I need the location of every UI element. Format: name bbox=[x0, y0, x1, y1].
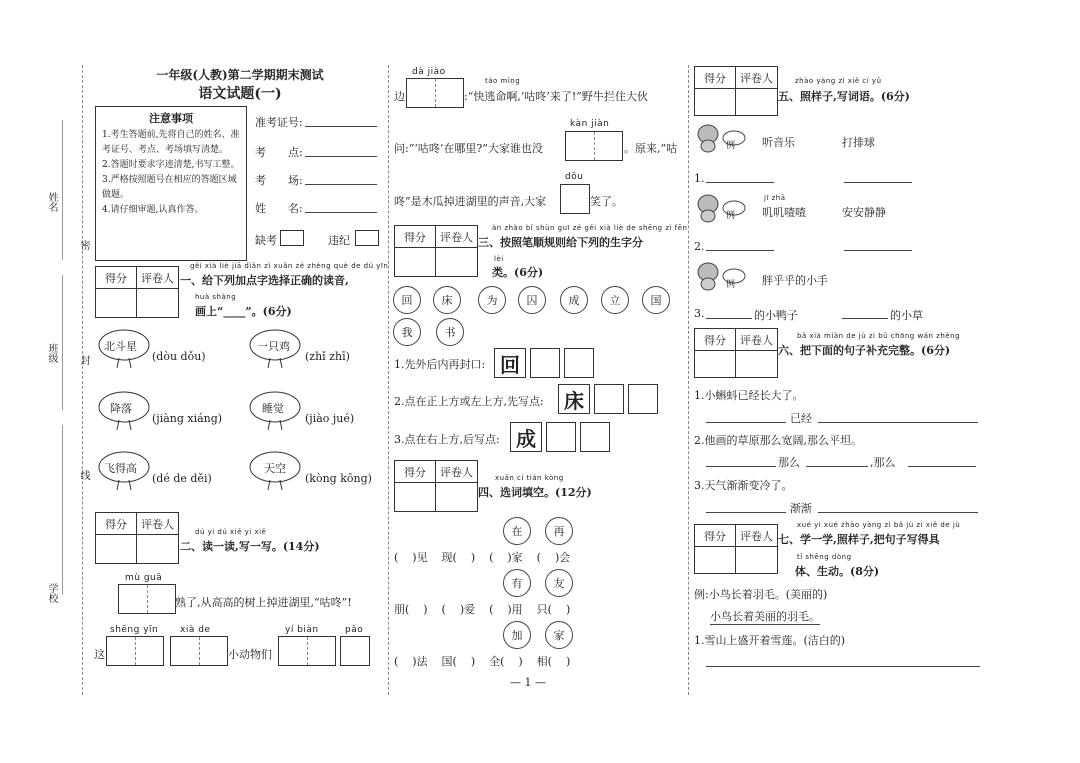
q6-s2b: 那么 bbox=[778, 456, 800, 469]
score-cell[interactable] bbox=[96, 535, 137, 563]
tree-options: (jiàng xiáng) bbox=[152, 412, 223, 425]
grader-cell[interactable] bbox=[436, 483, 477, 511]
q5-n3b: 的小草 bbox=[890, 309, 923, 322]
example-box bbox=[510, 422, 542, 452]
q2-line4b: 。原来,“咕 bbox=[624, 142, 678, 155]
rule1: 1.先外后内再封口: bbox=[394, 358, 486, 371]
answer-line[interactable] bbox=[908, 466, 976, 467]
label-class: 班级 bbox=[46, 343, 57, 363]
label-name: 姓名 bbox=[46, 192, 57, 212]
pinyin-shengyin: shēng yīn bbox=[110, 625, 159, 635]
tree-word: 睡觉 bbox=[262, 402, 284, 415]
school-line bbox=[62, 425, 63, 595]
seal-feng: 封 bbox=[78, 355, 89, 365]
example-char: 回 bbox=[500, 352, 520, 377]
q7-example-answer: 小鸟长着美丽的羽毛。 bbox=[710, 610, 820, 623]
label-school: 学校 bbox=[46, 583, 57, 603]
q5-example-a: 叽叽喳喳 bbox=[762, 206, 806, 219]
writing-grid[interactable] bbox=[278, 636, 336, 666]
answer-line[interactable] bbox=[844, 182, 912, 183]
notes-title: 注意事项 bbox=[149, 112, 193, 125]
score-box bbox=[95, 266, 179, 318]
example-label: 例 bbox=[726, 141, 736, 151]
score-label: 得分 bbox=[96, 267, 137, 289]
tree-options: (jiào jué) bbox=[305, 412, 355, 425]
char-circle: 囚 bbox=[518, 286, 546, 314]
site-input[interactable] bbox=[305, 156, 377, 157]
q3-pinyin: àn zhào bǐ shùn guī zé gěi xià liè de shēng zì fēn bbox=[492, 224, 688, 232]
writing-grid[interactable] bbox=[106, 636, 164, 666]
q1-title: 一、给下列加点字选择正确的读音, bbox=[180, 274, 349, 287]
char-circle: 成 bbox=[560, 286, 588, 314]
writing-grid[interactable] bbox=[118, 584, 176, 614]
score-cell[interactable] bbox=[695, 89, 736, 115]
score-label: 得分 bbox=[695, 329, 736, 351]
q4-pinyin: xuǎn cí tián kòng bbox=[495, 474, 564, 482]
q1-pinyin2: huà shàng bbox=[195, 293, 237, 301]
writing-grid[interactable] bbox=[406, 78, 464, 108]
q2-line2-mid: 小动物们 bbox=[228, 648, 272, 661]
word-circle: 加 bbox=[503, 621, 531, 649]
score-cell[interactable] bbox=[96, 289, 137, 317]
q2-line3: :“快逃命啊,‘咕咚’来了!”野牛拦住大伙 bbox=[464, 90, 648, 103]
word-circle: 家 bbox=[545, 621, 573, 649]
char-circle: 立 bbox=[601, 286, 629, 314]
q2-line4: 问:“‘咕咚’在哪里?”大家谁也没 bbox=[394, 142, 543, 155]
q6-s1b: 已经 bbox=[790, 412, 812, 425]
answer-box[interactable] bbox=[580, 422, 610, 452]
q3-title2: 类。(6分) bbox=[492, 266, 544, 279]
q5-example-b: 安安静静 bbox=[842, 206, 886, 219]
example-label: 例 bbox=[726, 211, 736, 221]
answer-line[interactable] bbox=[842, 318, 888, 319]
grader-label: 评卷人 bbox=[137, 513, 178, 535]
score-label: 得分 bbox=[695, 525, 736, 547]
answer-line[interactable] bbox=[706, 182, 774, 183]
pinyin-mugua: mù guā bbox=[125, 573, 163, 583]
writing-grid[interactable] bbox=[560, 184, 590, 214]
column-divider-2 bbox=[688, 65, 689, 695]
tree-word: 一只鸡 bbox=[257, 340, 290, 353]
pinyin-dajiao: dà jiào bbox=[412, 67, 446, 77]
answer-line[interactable] bbox=[806, 466, 868, 467]
grader-cell[interactable] bbox=[736, 351, 777, 377]
answer-line[interactable] bbox=[706, 512, 786, 513]
tree-options: (dòu dǒu) bbox=[152, 350, 206, 363]
q2-pinyin: dú yi dú xiě yi xiě bbox=[195, 528, 267, 536]
answer-line[interactable] bbox=[706, 666, 980, 667]
info-field-label: 准考证号: bbox=[255, 116, 303, 129]
butterfly-icon bbox=[694, 260, 746, 292]
tree-options: (zhǐ zhī) bbox=[305, 350, 350, 363]
q3-pinyin2: lèi bbox=[494, 255, 504, 263]
score-box bbox=[95, 512, 179, 564]
answer-line[interactable] bbox=[818, 512, 978, 513]
grader-label: 评卷人 bbox=[137, 267, 178, 289]
example-char: 床 bbox=[564, 388, 584, 413]
score-box bbox=[694, 66, 778, 116]
word-circle: 友 bbox=[545, 569, 573, 597]
answer-box[interactable] bbox=[594, 384, 624, 414]
q7-title: 七、学一学,照样子,把句子写得具 bbox=[778, 533, 940, 546]
q6-s2c: ,那么 bbox=[870, 456, 896, 469]
answer-line[interactable] bbox=[706, 422, 786, 423]
butterfly-icon bbox=[694, 122, 746, 154]
q7-s1: 1.雪山上盛开着雪莲。(洁白的) bbox=[694, 634, 846, 647]
exam-title: 一年级(人教)第二学期期末测试 bbox=[156, 68, 324, 82]
answer-box[interactable] bbox=[628, 384, 658, 414]
butterfly-icon bbox=[694, 192, 746, 224]
pinyin-taoming: táo mìng bbox=[485, 77, 521, 85]
q7-pinyin: xué yi xué zhào yàng zi bǎ jù zi xiě de jù bbox=[797, 521, 961, 529]
q2-line5: 咚”是木瓜掉进湖里的声音,大家 bbox=[394, 195, 547, 208]
notes-item: 4.请仔细审题,认真作答。 bbox=[102, 205, 204, 215]
writing-grid[interactable] bbox=[170, 636, 228, 666]
score-label: 得分 bbox=[395, 461, 436, 483]
q5-n3: 3. bbox=[694, 307, 705, 320]
q6-title: 六、把下面的句子补充完整。(6分) bbox=[778, 344, 951, 357]
name-line bbox=[62, 120, 63, 260]
q7-pinyin2: tǐ shēng dòng bbox=[797, 553, 852, 561]
absent-checkbox[interactable] bbox=[280, 230, 304, 246]
grader-label: 评卷人 bbox=[436, 461, 477, 483]
grader-cell[interactable] bbox=[436, 248, 477, 276]
word-circle: 有 bbox=[503, 569, 531, 597]
score-box bbox=[694, 524, 778, 574]
q5-title: 五、照样子,写词语。(6分) bbox=[778, 90, 910, 103]
q5-example-b: 打排球 bbox=[842, 136, 875, 149]
char-circle: 国 bbox=[642, 286, 670, 314]
score-label: 得分 bbox=[96, 513, 137, 535]
score-cell[interactable] bbox=[395, 248, 436, 276]
q5-example-a: 胖乎乎的小手 bbox=[762, 274, 828, 287]
q2-title: 二、读一读,写一写。(14分) bbox=[180, 540, 320, 553]
violation-label: 违纪 bbox=[328, 234, 350, 247]
notes-item: 3.严格按照题号在相应的答题区域做题。 bbox=[102, 175, 237, 200]
room-input[interactable] bbox=[305, 184, 377, 185]
notes-box bbox=[95, 106, 247, 261]
answer-line[interactable] bbox=[706, 318, 752, 319]
pinyin-kanjian: kàn jiàn bbox=[570, 119, 610, 129]
pinyin-pao: pǎo bbox=[345, 625, 364, 635]
seal-xian: 线 bbox=[78, 470, 89, 480]
page-number: — 1 — bbox=[510, 676, 546, 689]
q2-line3-pre: 边 bbox=[394, 90, 405, 103]
example-box bbox=[558, 384, 590, 414]
answer-box[interactable] bbox=[546, 422, 576, 452]
score-label: 得分 bbox=[395, 226, 436, 248]
answer-line[interactable] bbox=[818, 422, 978, 423]
char-circle: 床 bbox=[433, 286, 461, 314]
seal-mi: 密 bbox=[78, 240, 89, 250]
q6-s1: 1.小蝌蚪已经长大了。 bbox=[694, 389, 804, 402]
score-cell[interactable] bbox=[395, 483, 436, 511]
rule2: 2.点在正上方或左上方,先写点: bbox=[394, 395, 544, 408]
char-circle: 书 bbox=[436, 318, 464, 346]
exam-subtitle: 语文试题(一) bbox=[198, 86, 282, 102]
example-char: 成 bbox=[516, 426, 536, 451]
grader-cell[interactable] bbox=[137, 289, 178, 317]
answer-line[interactable] bbox=[706, 250, 774, 251]
score-cell[interactable] bbox=[695, 351, 736, 377]
tree-options: (dé de děi) bbox=[152, 472, 212, 485]
id-input[interactable] bbox=[305, 126, 377, 127]
q6-pinyin: bǎ xià miàn de jù zi bǔ chōng wán zhěng bbox=[797, 332, 960, 340]
tree-word: 天空 bbox=[264, 462, 286, 475]
q5-pinyin-jizha: jī zhā bbox=[764, 194, 786, 202]
word-circle: 在 bbox=[503, 517, 531, 545]
grader-label: 评卷人 bbox=[736, 67, 777, 89]
score-box bbox=[694, 328, 778, 378]
q6-s2: 2.他画的草原那么宽阔,那么平坦。 bbox=[694, 434, 862, 447]
writing-grid[interactable] bbox=[565, 131, 623, 161]
grader-label: 评卷人 bbox=[736, 329, 777, 351]
q6-s3: 3.天气渐渐变冷了。 bbox=[694, 479, 793, 492]
column-divider-1 bbox=[388, 65, 389, 695]
q6-s3b: 渐渐 bbox=[790, 502, 812, 515]
q2-line2-pre: 这 bbox=[94, 648, 105, 661]
q2-line1: 熟了,从高高的树上掉进湖里,“咕咚”! bbox=[175, 596, 352, 609]
q7-title2: 体、生动。(8分) bbox=[795, 565, 880, 578]
grader-label: 评卷人 bbox=[436, 226, 477, 248]
tree-options: (kòng kōng) bbox=[305, 472, 372, 485]
word-circle: 再 bbox=[545, 517, 573, 545]
writing-grid[interactable] bbox=[340, 636, 370, 666]
fill-row[interactable]: ( )见 现( ) ( )家 ( )会 bbox=[394, 551, 571, 564]
grader-cell[interactable] bbox=[736, 89, 777, 115]
rule3: 3.点在右上方,后写点: bbox=[394, 433, 500, 446]
violation-checkbox[interactable] bbox=[355, 230, 379, 246]
q5-pinyin: zhào yàng zi xiě cí yǔ bbox=[795, 77, 882, 85]
info-field-label: 姓 名: bbox=[255, 202, 303, 215]
q3-title: 三、按照笔顺规则给下列的生字分 bbox=[478, 236, 643, 249]
tree-word: 飞得高 bbox=[104, 462, 137, 475]
tree-word: 北斗星 bbox=[104, 340, 137, 353]
q5-n1: 1. bbox=[694, 172, 705, 185]
q1-title2: 画上“____”。(6分) bbox=[195, 305, 292, 318]
example-label: 例 bbox=[726, 280, 736, 290]
pinyin-dou: dōu bbox=[565, 172, 584, 182]
answer-box[interactable] bbox=[564, 348, 594, 378]
char-circle: 回 bbox=[393, 286, 421, 314]
q2-line5b: 笑了。 bbox=[590, 195, 623, 208]
grader-cell[interactable] bbox=[736, 547, 777, 573]
grader-label: 评卷人 bbox=[736, 525, 777, 547]
example-box bbox=[494, 348, 526, 378]
score-box bbox=[394, 460, 478, 512]
pinyin-yibian: yí biàn bbox=[285, 625, 319, 635]
score-cell[interactable] bbox=[695, 547, 736, 573]
q1-pinyin: gěi xià liè jiā diǎn zì xuǎn zé zhèng què de dú yīn bbox=[190, 262, 389, 270]
q5-n3a: 的小鸭子 bbox=[754, 309, 798, 322]
q5-example-a: 听音乐 bbox=[762, 136, 795, 149]
binding-column bbox=[0, 0, 90, 763]
absent-label: 缺考 bbox=[255, 234, 277, 247]
score-box bbox=[394, 225, 478, 277]
char-circle: 为 bbox=[478, 286, 506, 314]
pinyin-xiade: xià de bbox=[180, 625, 211, 635]
q4-title: 四、选词填空。(12分) bbox=[478, 486, 592, 499]
tree-word: 降落 bbox=[110, 402, 132, 415]
info-field-label: 考 场: bbox=[255, 174, 303, 187]
binding-dashed-line bbox=[82, 65, 83, 695]
class-line bbox=[62, 275, 63, 410]
info-field-label: 考 点: bbox=[255, 146, 303, 159]
answer-line[interactable] bbox=[706, 466, 776, 467]
fill-row[interactable]: ( )法 国( ) 全( ) 相( ) bbox=[394, 655, 571, 668]
answer-box[interactable] bbox=[530, 348, 560, 378]
char-circle: 我 bbox=[393, 318, 421, 346]
notes-item: 2.答题时要求字迹清楚,书写工整。 bbox=[102, 160, 240, 170]
answer-line[interactable] bbox=[844, 250, 912, 251]
name-input[interactable] bbox=[305, 212, 377, 213]
fill-row[interactable]: 朋( ) ( )爱 ( )用 只( ) bbox=[394, 603, 571, 616]
grader-cell[interactable] bbox=[137, 535, 178, 563]
q7-example: 例:小鸟长着羽毛。(美丽的) bbox=[694, 588, 828, 601]
score-label: 得分 bbox=[695, 67, 736, 89]
q5-n2: 2. bbox=[694, 240, 705, 253]
notes-item: 1.考生答题前,先将自己的姓名、准考证号、考点、考场填写清楚。 bbox=[102, 130, 240, 155]
